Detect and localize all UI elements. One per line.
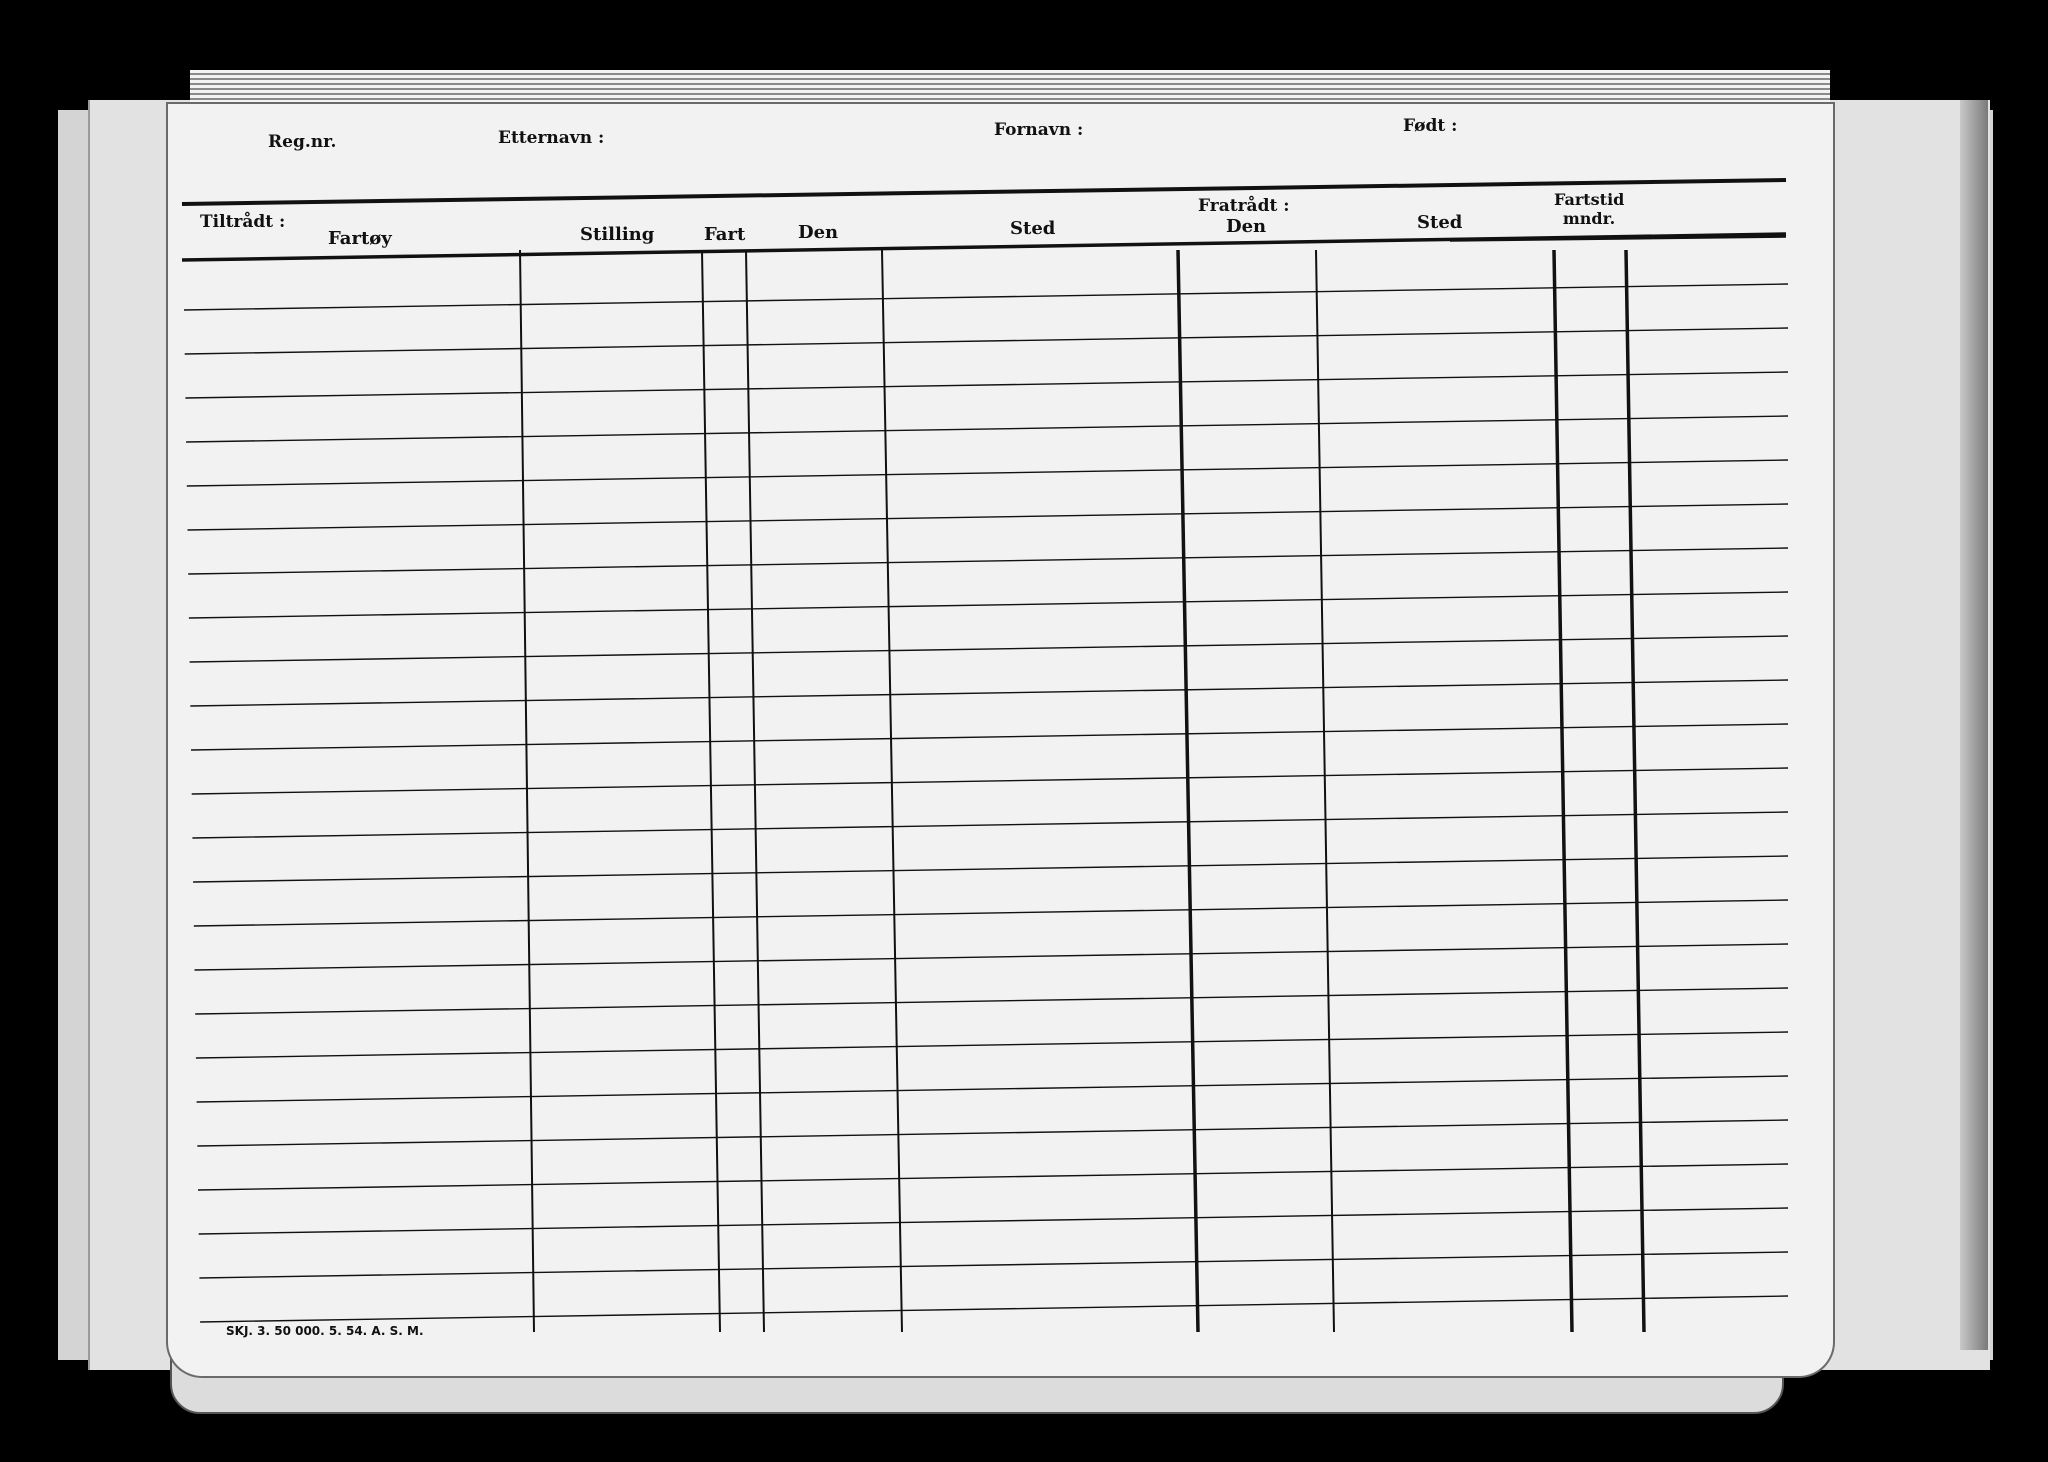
row-rule <box>192 812 1788 838</box>
fartstid-label: Fartstid <box>1554 190 1625 209</box>
header-bottom-rule-right <box>1450 236 1786 240</box>
row-rule <box>192 768 1788 794</box>
column-rule-stilling <box>702 250 720 1332</box>
reg-nr-label: Reg.nr. <box>268 132 337 152</box>
stacked-card-edges <box>190 70 1830 108</box>
row-rule <box>193 856 1788 882</box>
row-rule <box>195 944 1789 970</box>
column-rule-fartstid <box>1626 250 1644 1332</box>
fornavn-label: Fornavn : <box>994 120 1084 140</box>
row-rule <box>187 460 1788 486</box>
row-rule <box>199 1208 1788 1234</box>
column-rule-fratradt-sted <box>1554 250 1572 1332</box>
row-rule <box>198 1164 1788 1190</box>
column-rule-fartoy <box>520 250 534 1332</box>
row-rule <box>186 416 1788 442</box>
row-rule <box>190 680 1788 706</box>
column-header-fratradt-sted: Sted <box>1417 212 1463 233</box>
header-top-rule <box>182 180 1786 204</box>
column-header-fartoy: Fartøy <box>328 228 392 249</box>
column-header-fratradt-den: Den <box>1226 216 1267 237</box>
row-rule <box>196 1032 1788 1058</box>
row-rule <box>197 1120 1788 1146</box>
record-card <box>168 104 1833 1376</box>
column-header-fart: Fart <box>704 224 746 245</box>
row-rule <box>185 328 1788 354</box>
row-rule <box>184 284 1788 310</box>
row-rule <box>190 636 1788 662</box>
row-rule <box>197 1076 1788 1102</box>
form-grid <box>168 104 1833 1376</box>
row-rule <box>189 592 1788 618</box>
row-rule <box>185 372 1788 398</box>
row-rule <box>194 900 1788 926</box>
column-rule-sted <box>1178 250 1198 1332</box>
form-code: SKJ. 3. 50 000. 5. 54. A. S. M. <box>226 1324 424 1338</box>
row-rule <box>199 1252 1788 1278</box>
row-rule <box>195 988 1788 1014</box>
column-header-sted: Sted <box>1010 218 1056 239</box>
column-rule-fart <box>746 250 764 1332</box>
folder-edge <box>1960 100 1988 1350</box>
fodt-label: Født : <box>1403 116 1458 136</box>
column-header-den: Den <box>798 222 839 243</box>
tiltradt-label: Tiltrådt : <box>200 212 286 232</box>
fratradt-label: Fratrådt : <box>1198 196 1290 216</box>
column-header-stilling: Stilling <box>580 224 655 245</box>
row-rule <box>191 724 1788 750</box>
row-rule <box>200 1296 1788 1322</box>
row-rule <box>188 504 1789 530</box>
etternavn-label: Etternavn : <box>498 128 605 148</box>
column-rule-den <box>882 250 902 1332</box>
mndr-label: mndr. <box>1562 209 1616 228</box>
column-rule-fratradt-den <box>1316 250 1334 1332</box>
row-rule <box>188 548 1788 574</box>
